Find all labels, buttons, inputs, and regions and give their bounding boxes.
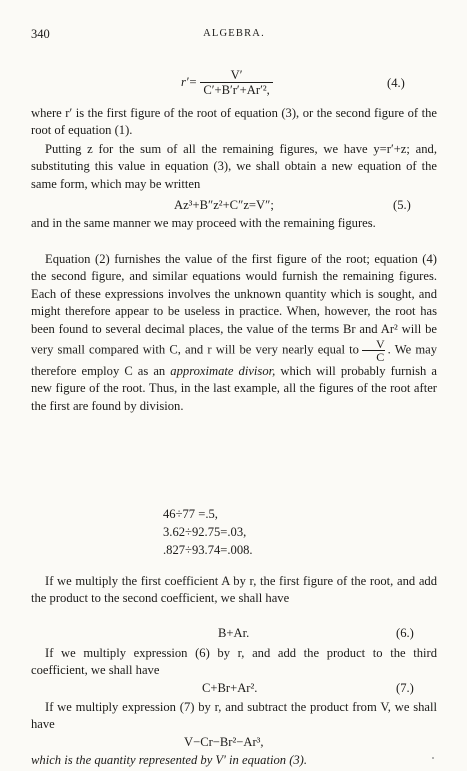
equation-4 xyxy=(31,62,437,96)
paragraph-6: If we multiply expression (6) by r, and add the product to the third coefficient, we shall have xyxy=(31,646,437,678)
equation-4-denominator: C′+B′r′+Ar′², xyxy=(200,82,272,97)
paragraph-5: If we multiply the first coefficient A by r, the first figure of the root, and add the product to the second coefficient, we shall have xyxy=(31,574,437,606)
equation-7-expression: C+Br+Ar². xyxy=(202,681,258,695)
equation-6-expression: B+Ar. xyxy=(218,626,250,640)
inline-fraction-denominator: C xyxy=(362,350,385,363)
paragraph-3: and in the same manner we may proceed with the remaining figures. xyxy=(31,216,376,230)
inline-fraction-numerator: V xyxy=(375,337,385,352)
equation-4-expression xyxy=(181,69,273,97)
paragraph-4-text-b: . We may therefore employ C as an xyxy=(31,342,437,379)
division-examples xyxy=(163,505,253,559)
equation-6-tag: (6.) xyxy=(396,626,414,640)
paragraph-7: If we multiply expression (7) by r, and subtract the product from V, we shall have xyxy=(31,700,437,732)
paragraph-2: Putting z for the sum of all the remaining figures, we have y=r′+z; and, substituting this value in equation (3), we shall obtain a new equation of the same form, which may be written xyxy=(31,142,437,191)
equation-6 xyxy=(31,626,437,644)
paragraph-4-text-a: Equation (2) furnishes the value of the first figure of the root; equation (4) the second figure, and similar equations would furnish the remaining figures. Each of these expressions involves the unknown quantity which is sought, and might therefore appear to be useless in practice. When, however, the root has been found to several decimal places, the value of the terms Br and Ar² will be very small compared with C, and r will be very nearly equal to xyxy=(31,252,437,357)
equation-7 xyxy=(31,681,437,699)
equation-5 xyxy=(31,198,437,216)
speck xyxy=(432,757,434,759)
page-header xyxy=(31,27,437,43)
equation-7-tag: (7.) xyxy=(396,681,414,695)
paragraph-4-text-c: which will probably furnish a new figure of the root. Thus, in the last example, all the figures of the root after the first are found by division. xyxy=(31,364,437,413)
division-line: 3.62÷92.75=.03, xyxy=(163,525,247,539)
equation-5-tag: (5.) xyxy=(393,198,411,212)
equation-4-numerator: V′ xyxy=(230,68,243,82)
paragraph-4-italic: approximate divisor, xyxy=(170,364,276,379)
paragraph-1: where r′ is the first figure of the root of equation (3), or the second figure of the root of equation (1). xyxy=(31,106,437,138)
paragraph-8: which is the quantity represented by V′ in equation (3). xyxy=(31,753,308,767)
equation-8-expression: V−Cr−Br²−Ar³, xyxy=(184,735,264,749)
running-title: ALGEBRA. xyxy=(203,28,265,39)
division-line: 46÷77 =.5, xyxy=(163,507,218,521)
page-number: 340 xyxy=(31,27,50,41)
equation-4-tag: (4.) xyxy=(387,76,405,90)
division-line: .827÷93.74=.008. xyxy=(163,543,253,557)
inline-fraction-v-over-c xyxy=(362,338,385,363)
paragraph-4 xyxy=(31,251,437,415)
equation-4-fraction xyxy=(200,69,272,97)
equation-8 xyxy=(31,735,437,753)
equation-4-lhs: r′= xyxy=(181,74,198,89)
equation-5-expression: Az³+B″z²+C″z=V″; xyxy=(174,198,274,212)
